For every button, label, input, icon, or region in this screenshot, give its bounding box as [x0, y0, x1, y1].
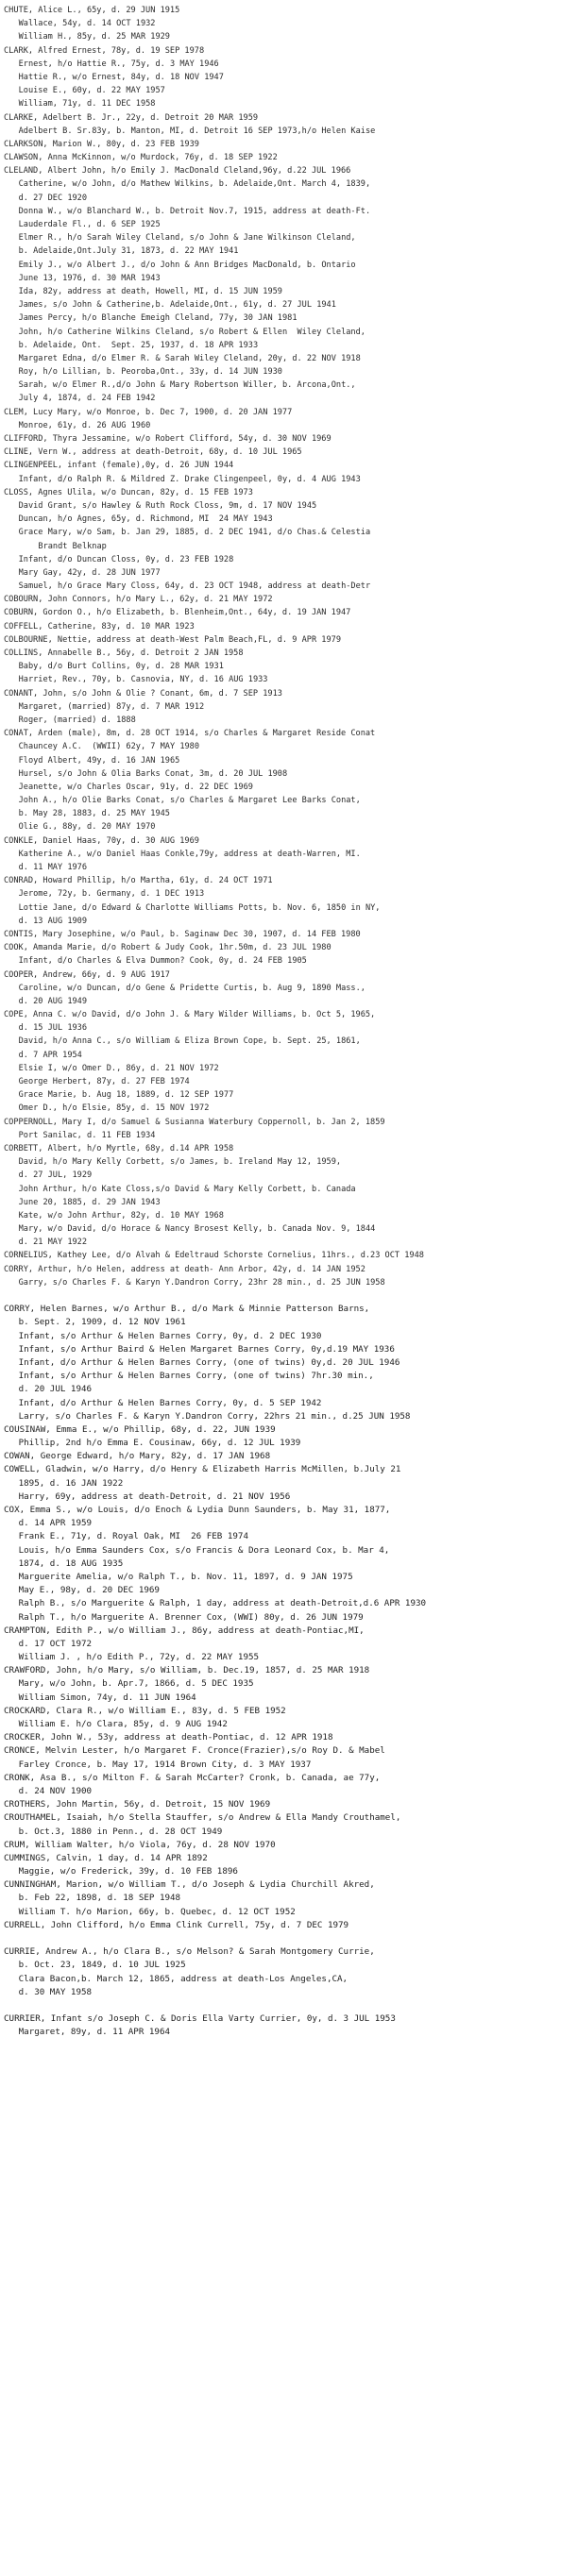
record-continuation-line: James, s/o John & Catherine,b. Adelaide,Ont., 61y, d. 27 JUL 1941: [18, 300, 336, 311]
record-entry-line: CROTHERS, John Martin, 56y, d. Detroit, 15 NOV 1969: [4, 1799, 271, 1810]
record-continuation-line: b. Oct.3, 1880 in Penn., d. 28 OCT 1949: [18, 1826, 223, 1837]
record-entry-line: CORBETT, Albert, h/o Myrtle, 68y, d.14 APR 1958: [4, 1143, 234, 1153]
record-continuation-line: May E., 98y, d. 20 DEC 1969: [18, 1585, 160, 1596]
record-continuation-line: Marguerite Amelia, w/o Ralph T., b. Nov. 11, 1897, d. 9 JAN 1975: [18, 1571, 353, 1582]
record-entry-line: CRONCE, Melvin Lester, h/o Margaret F. Cronce(Frazier),s/o Roy D. & Mabel: [4, 1745, 385, 1757]
record-continuation-line: David, h/o Mary Kelly Corbett, s/o James, b. Ireland May 12, 1959,: [18, 1157, 342, 1168]
record-entry-line: CORRY, Helen Barnes, w/o Arthur B., d/o Mark & Minnie Patterson Barns,: [4, 1304, 370, 1315]
record-continuation-line: Emily J., w/o Albert J., d/o John & Ann Bridges MacDonald, b. Ontario: [18, 260, 356, 270]
record-entry-line: CURRELL, John Clifford, h/o Emma Clink Currell, 75y, d. 7 DEC 1979: [4, 1919, 349, 1930]
record-entry-line: CLOSS, Agnes Ulila, w/o Duncan, 82y, d. 15 FEB 1973: [4, 487, 253, 497]
record-entry-line: CONANT, John, s/o John & Olie ? Conant, 6m, d. 7 SEP 1913: [4, 688, 282, 699]
record-entry-line: CRAMPTON, Edith P., w/o William J., 86y, address at death-Pontiac,MI,: [4, 1625, 365, 1636]
record-continuation-line: David, h/o Anna C., s/o William & Eliza Brown Cope, b. Sept. 25, 1861,: [18, 1036, 361, 1047]
record-continuation-line: Infant, d/o Arthur & Helen Barnes Corry, (one of twins) 0y,d. 20 JUL 1946: [18, 1356, 400, 1368]
record-entry-line: CROUTHAMEL, Isaiah, h/o Stella Stauffer, s/o Andrew & Ella Mandy Crouthamel,: [4, 1812, 401, 1824]
record-entry-line: COPPERNOLL, Mary I, d/o Samuel & Susianna Waterbury Coppernoll, b. Jan 2, 1859: [4, 1117, 385, 1127]
record-continuation-line: Ralph T., h/o Marguerite A. Brenner Cox, (WWI) 80y, d. 26 JUN 1979: [18, 1611, 364, 1623]
record-continuation-line: Louise E., 60y, d. 22 MAY 1957: [18, 86, 165, 96]
record-continuation-line: July 4, 1874, d. 24 FEB 1942: [18, 394, 156, 404]
record-continuation-line: William H., 85y, d. 25 MAR 1929: [18, 32, 170, 42]
record-continuation-line: Infant, d/o Charles & Elva Dummon? Cook, 0y, d. 24 FEB 1905: [18, 956, 307, 967]
record-entry-line: COWAN, George Edward, h/o Mary, 82y, d. 17 JAN 1968: [4, 1451, 271, 1462]
record-continuation-line: Hattie R., w/o Ernest, 84y, d. 18 NOV 1947: [18, 72, 224, 82]
record-entry-line: CONRAD, Howard Phillip, h/o Martha, 61y, d. 24 OCT 1971: [4, 876, 273, 886]
record-entry-line: CLARK, Alfred Ernest, 78y, d. 19 SEP 1978: [4, 45, 205, 56]
record-continuation-line: George Herbert, 87y, d. 27 FEB 1974: [18, 1077, 190, 1086]
record-entry-line: COX, Emma S., w/o Louis, d/o Enoch & Lydia Dunn Saunders, b. May 31, 1877,: [4, 1505, 391, 1515]
record-entry-line: CONKLE, Daniel Haas, 70y, d. 30 AUG 1969: [4, 835, 199, 846]
record-continuation-line: Hursel, s/o John & Olia Barks Conat, 3m, d. 20 JUL 1908: [18, 768, 288, 779]
record-continuation-line: Infant, s/o Arthur Baird & Helen Margaret Barnes Corry, 0y,d.19 MAY 1936: [18, 1343, 395, 1355]
record-entry-line: CORNELIUS, Kathey Lee, d/o Alvah & Edeltraud Schorste Cornelius, 11hrs., d.23 OCT 1948: [4, 1251, 424, 1261]
record-continuation-line: Mary, w/o John, b. Apr.7, 1866, d. 5 DEC 1935: [18, 1678, 254, 1690]
record-entry-line: CLARKSON, Marion W., 80y, d. 23 FEB 1939: [4, 139, 199, 149]
record-continuation-line: Maggie, w/o Frederick, 39y, d. 10 FEB 1896: [18, 1866, 238, 1877]
record-continuation-line: Duncan, h/o Agnes, 65y, d. Richmond, MI 24 MAY 1943: [18, 514, 273, 525]
record-continuation-line: 1895, d. 16 JAN 1922: [18, 1477, 124, 1489]
record-entry-line: COLLINS, Annabelle B., 56y, d. Detroit 2 JAN 1958: [4, 648, 244, 658]
record-continuation-line: Ernest, h/o Hattie R., 75y, d. 3 MAY 1946: [18, 59, 219, 69]
record-entry-line: CUMMINGS, Calvin, 1 day, d. 14 APR 1892: [4, 1852, 208, 1863]
record-continuation-line: Port Sanilac, d. 11 FEB 1934: [18, 1130, 156, 1140]
record-entry-line: COWELL, Gladwin, w/o Harry, d/o Henry & Elizabeth Harris McMillen, b.July 21: [4, 1464, 401, 1475]
record-continuation-line: Sarah, w/o Elmer R.,d/o John & Mary Robertson Willer, b. Arcona,Ont.,: [18, 380, 356, 391]
record-continuation-line: Louis, h/o Emma Saunders Cox, s/o Francis & Dora Leonard Cox, b. Mar 4,: [18, 1544, 390, 1556]
record-continuation-line: Roy, h/o Lillian, b. Peoroba,Ont., 33y, d. 14 JUN 1930: [18, 367, 282, 378]
record-entry-line: [4, 1932, 570, 1945]
record-continuation-line: Jeanette, w/o Charles Oscar, 91y, d. 22 DEC 1969: [18, 782, 253, 792]
record-continuation-line: d. 15 JUL 1936: [18, 1023, 88, 1034]
record-continuation-line: Chauncey A.C. (WWII) 62y, 7 MAY 1980: [18, 742, 200, 752]
record-continuation-line: d. 7 APR 1954: [18, 1050, 82, 1060]
record-entry-line: [4, 1289, 570, 1303]
record-continuation-line: Infant, d/o Duncan Closs, 0y, d. 23 FEB 1928: [18, 554, 234, 564]
record-entry-line: COPE, Anna C. w/o David, d/o John J. & Mary Wilder Williams, b. Oct 5, 1965,: [4, 1010, 376, 1020]
record-entry-line: CORRY, Arthur, h/o Helen, address at death- Ann Arbor, 42y, d. 14 JAN 1952: [4, 1264, 366, 1274]
record-entry-line: CRONK, Asa B., s/o Milton F. & Sarah McCarter? Cronk, b. Canada, ae 77y,: [4, 1772, 381, 1783]
record-continuation-line: Grace Mary, w/o Sam, b. Jan 29, 1885, d. 2 DEC 1941, d/o Chas.& Celestia: [18, 528, 371, 538]
record-continuation-line: Mary Gay, 42y, d. 28 JUN 1977: [18, 567, 161, 578]
record-continuation-line: William E. h/o Clara, 85y, d. 9 AUG 1942: [18, 1719, 228, 1729]
record-entry-line: CLINGENPEEL, infant (female),0y, d. 26 JUN 1944: [4, 461, 234, 471]
record-entry-line: COLBOURNE, Nettie, address at death-West Palm Beach,FL, d. 9 APR 1979: [4, 634, 341, 645]
record-continuation-line: d. 17 OCT 1972: [18, 1638, 93, 1649]
record-continuation-line: d. 14 APR 1959: [18, 1518, 93, 1529]
record-entry-line: COBURN, Gordon O., h/o Elizabeth, b. Blenheim,Ont., 64y, d. 19 JAN 1947: [4, 608, 351, 618]
record-continuation-line: Harriet, Rev., 70y, b. Casnovia, NY, d. 16 AUG 1933: [18, 675, 268, 685]
record-continuation-line: Wallace, 54y, d. 14 OCT 1932: [18, 19, 156, 29]
record-continuation-line: Omer D., h/o Elsie, 85y, d. 15 NOV 1972: [18, 1103, 210, 1114]
record-continuation-line: Adelbert B. Sr.83y, b. Manton, MI, d. Detroit 16 SEP 1973,h/o Helen Kaise: [18, 126, 376, 136]
record-entry-line: CUNNINGHAM, Marion, w/o William T., d/o Joseph & Lydia Churchill Akred,: [4, 1879, 375, 1891]
record-continuation-line: b. Adelaide,Ont.July 31, 1873, d. 22 MAY 1941: [18, 246, 239, 257]
record-continuation-line: William T. h/o Marion, 66y, b. Quebec, d. 12 OCT 1952: [18, 1906, 296, 1917]
record-continuation-line: Elsie I, w/o Omer D., 86y, d. 21 NOV 1972: [18, 1063, 219, 1073]
record-continuation-line: William Simon, 74y, d. 11 JUN 1964: [18, 1692, 196, 1703]
record-continuation-line: Harry, 69y, address at death-Detroit, d. 21 NOV 1956: [18, 1490, 291, 1502]
record-continuation-line: Donna W., w/o Blanchard W., b. Detroit Nov.7, 1915, address at death-Ft.: [18, 206, 371, 216]
record-continuation-line: d. 27 DEC 1920: [18, 193, 88, 203]
record-continuation-line: d. 27 JUL, 1929: [18, 1170, 93, 1181]
record-entry-line: CONTIS, Mary Josephine, w/o Paul, b. Saginaw Dec 30, 1907, d. 14 FEB 1980: [4, 929, 361, 939]
record-continuation-line: Samuel, h/o Grace Mary Closs, 64y, d. 23 OCT 1948, address at death-Detr: [18, 581, 371, 592]
record-continuation-line: Jerome, 72y, b. Germany, d. 1 DEC 1913: [18, 889, 205, 900]
record-entry-line: COOPER, Andrew, 66y, d. 9 AUG 1917: [4, 969, 170, 980]
record-entry-line: CLARKE, Adelbert B. Jr., 22y, d. Detroit 20 MAR 1959: [4, 112, 259, 123]
record-continuation-line: John Arthur, h/o Kate Closs,s/o David & Mary Kelly Corbett, b. Canada: [18, 1184, 356, 1194]
record-continuation-line: Infant, d/o Arthur & Helen Barnes Corry, 0y, d. 5 SEP 1942: [18, 1397, 322, 1408]
record-entry-line: CRUM, William Walter, h/o Viola, 76y, d. 28 NOV 1970: [4, 1839, 276, 1850]
record-entry-line: CURRIE, Andrew A., h/o Clara B., s/o Melson? & Sarah Montgomery Currie,: [4, 1946, 375, 1958]
record-continuation-line: d. 20 AUG 1949: [18, 996, 88, 1006]
record-continuation-line: Margaret Edna, d/o Elmer R. & Sarah Wiley Cleland, 20y, d. 22 NOV 1918: [18, 353, 361, 363]
record-continuation-line: William, 71y, d. 11 DEC 1958: [18, 99, 156, 109]
record-continuation-line: James Percy, h/o Blanche Emeigh Cleland, 77y, 30 JAN 1981: [18, 313, 298, 324]
record-continuation-line: d. 13 AUG 1909: [18, 916, 88, 926]
record-continuation-line: Phillip, 2nd h/o Emma E. Cousinaw, 66y, d. 12 JUL 1939: [18, 1438, 301, 1449]
record-continuation-line: Infant, s/o Arthur & Helen Barnes Corry, (one of twins) 7hr.30 min.,: [18, 1371, 374, 1382]
record-continuation-line: d. 20 JUL 1946: [18, 1384, 93, 1395]
record-continuation-line: Garry, s/o Charles F. & Karyn Y.Dandron Corry, 23hr 28 min., d. 25 JUN 1958: [18, 1277, 385, 1288]
record-entry-line: CLIFFORD, Thyra Jessamine, w/o Robert Clifford, 54y, d. 30 NOV 1969: [4, 434, 332, 444]
record-continuation-line: Margaret, 89y, d. 11 APR 1964: [18, 2027, 171, 2038]
record-continuation-line: Katherine A., w/o Daniel Haas Conkle,79y, address at death-Warren, MI.: [18, 849, 361, 859]
record-continuation-line: William J. , h/o Edith P., 72y, d. 22 MAY 1955: [18, 1652, 260, 1663]
record-continuation-line: Mary, w/o David, d/o Horace & Nancy Brosest Kelly, b. Canada Nov. 9, 1844: [18, 1224, 376, 1235]
record-entry-line: CLAWSON, Anna McKinnon, w/o Murdock, 76y, d. 18 SEP 1922: [4, 153, 278, 163]
record-continuation-line: Monroe, 61y, d. 26 AUG 1960: [18, 420, 151, 430]
record-continuation-line: d. 21 MAY 1922: [18, 1237, 88, 1248]
record-continuation-line: Lauderdale Fl., d. 6 SEP 1925: [18, 220, 161, 229]
record-continuation-line: Roger, (married) d. 1888: [18, 715, 136, 725]
record-continuation-line: b. Feb 22, 1898, d. 18 SEP 1948: [18, 1893, 181, 1904]
record-continuation-line: June 13, 1976, d. 30 MAR 1943: [18, 273, 161, 283]
record-continuation-line: Farley Cronce, b. May 17, 1914 Brown City, d. 3 MAY 1937: [18, 1759, 312, 1770]
record-continuation-line: John A., h/o Olie Barks Conat, s/o Charles & Margaret Lee Barks Conat,: [18, 796, 361, 806]
record-continuation-line: Grace Marie, b. Aug 18, 1889, d. 12 SEP 1977: [18, 1090, 234, 1101]
record-entry-line: CONAT, Arden (male), 8m, d. 28 OCT 1914, s/o Charles & Margaret Reside Conat: [4, 729, 376, 739]
record-entry-line: CROCKARD, Clara R., w/o William E., 83y, d. 5 FEB 1952: [4, 1705, 286, 1716]
record-continuation-line: Clara Bacon,b. March 12, 1865, address at death-Los Angeles,CA,: [18, 1973, 348, 1984]
record-continuation-line: d. 11 MAY 1976: [18, 863, 88, 872]
record-continuation-line: Larry, s/o Charles F. & Karyn Y.Dandron Corry, 22hrs 21 min., d.25 JUN 1958: [18, 1410, 411, 1422]
record-continuation-line: Infant, s/o Arthur & Helen Barnes Corry, 0y, d. 2 DEC 1930: [18, 1330, 322, 1341]
record-continuation-line: b. Oct. 23, 1849, d. 10 JUL 1925: [18, 1960, 186, 1971]
record-continuation-line: David Grant, s/o Hawley & Ruth Rock Closs, 9m, d. 17 NOV 1945: [18, 500, 317, 511]
record-continuation-line: John, h/o Catherine Wilkins Cleland, s/o Robert & Ellen Wiley Cleland,: [18, 327, 366, 337]
record-entry-line: CRAWFORD, John, h/o Mary, s/o William, b. Dec.19, 1857, d. 25 MAR 1918: [4, 1665, 370, 1676]
record-continuation-line: Olie G., 88y, d. 20 MAY 1970: [18, 822, 156, 833]
record-continuation-line: Infant, d/o Ralph R. & Mildred Z. Drake Clingenpeel, 0y, d. 4 AUG 1943: [18, 474, 361, 484]
record-continuation-line: Kate, w/o John Arthur, 82y, d. 10 MAY 1968: [18, 1210, 224, 1221]
record-entry-line: COFFELL, Catherine, 83y, d. 10 MAR 1923: [4, 621, 195, 631]
record-entry-line: COUSINAW, Emma E., w/o Phillip, 68y, d. 22, JUN 1939: [4, 1423, 276, 1435]
record-entry-line: CROCKER, John W., 53y, address at death-Pontiac, d. 12 APR 1918: [4, 1732, 333, 1743]
record-continuation-line: d. 24 NOV 1900: [18, 1785, 93, 1796]
record-entry-line: [4, 1999, 570, 2012]
record-continuation-line: Catherine, w/o John, d/o Mathew Wilkins, b. Adelaide,Ont. March 4, 1839,: [18, 179, 371, 190]
record-continuation-line: Baby, d/o Burt Collins, 0y, d. 28 MAR 1931: [18, 662, 224, 672]
record-entry-line: CURRIER, Infant s/o Joseph C. & Doris Ella Varty Currier, 0y, d. 3 JUL 1953: [4, 2013, 396, 2025]
record-entry-line: CLEM, Lucy Mary, w/o Monroe, b. Dec 7, 1900, d. 20 JAN 1977: [4, 407, 293, 417]
record-entry-line: CHUTE, Alice L., 65y, d. 29 JUN 1915: [4, 6, 180, 15]
record-continuation-line: Frank E., 71y, d. Royal Oak, MI 26 FEB 1974: [18, 1531, 248, 1542]
record-continuation-line: Lottie Jane, d/o Edward & Charlotte Williams Potts, b. Nov. 6, 1850 in NY,: [18, 902, 381, 913]
record-continuation-line: June 20, 1885, d. 29 JAN 1943: [18, 1197, 161, 1207]
record-continuation-line: d. 30 MAY 1958: [18, 1986, 93, 1997]
record-entry-line: CLINE, Vern W., address at death-Detroit, 68y, d. 10 JUL 1965: [4, 447, 302, 458]
record-continuation-line: Floyd Albert, 49y, d. 16 JAN 1965: [18, 755, 180, 766]
record-entry-line: COBOURN, John Connors, h/o Mary L., 62y, d. 21 MAY 1972: [4, 595, 273, 605]
record-continuation-line: Elmer R., h/o Sarah Wiley Cleland, s/o John & Jane Wilkinson Cleland,: [18, 233, 356, 244]
record-continuation-line: Brandt Belknap: [38, 541, 107, 551]
record-continuation-line: Caroline, w/o Duncan, d/o Gene & Pridette Curtis, b. Aug 9, 1890 Mass.,: [18, 983, 366, 993]
record-entry-line: CLELAND, Albert John, h/o Emily J. MacDonald Cleland,96y, d.22 JUL 1966: [4, 166, 351, 177]
record-continuation-line: b. May 28, 1883, d. 25 MAY 1945: [18, 809, 170, 819]
record-continuation-line: b. Sept. 2, 1909, d. 12 NOV 1961: [18, 1317, 186, 1328]
record-continuation-line: b. Adelaide, Ont. Sept. 25, 1937, d. 18 APR 1933: [18, 340, 259, 350]
record-continuation-line: 1874, d. 18 AUG 1935: [18, 1557, 124, 1569]
record-entry-line: COOK, Amanda Marie, d/o Robert & Judy Cook, 1hr.50m, d. 23 JUL 1980: [4, 943, 332, 953]
record-continuation-line: Ralph B., s/o Marguerite & Ralph, 1 day, address at death-Detroit,d.6 APR 1930: [18, 1598, 427, 1609]
record-continuation-line: Margaret, (married) 87y, d. 7 MAR 1912: [18, 701, 205, 712]
record-continuation-line: Ida, 82y, address at death, Howell, MI, d. 15 JUN 1959: [18, 286, 282, 296]
